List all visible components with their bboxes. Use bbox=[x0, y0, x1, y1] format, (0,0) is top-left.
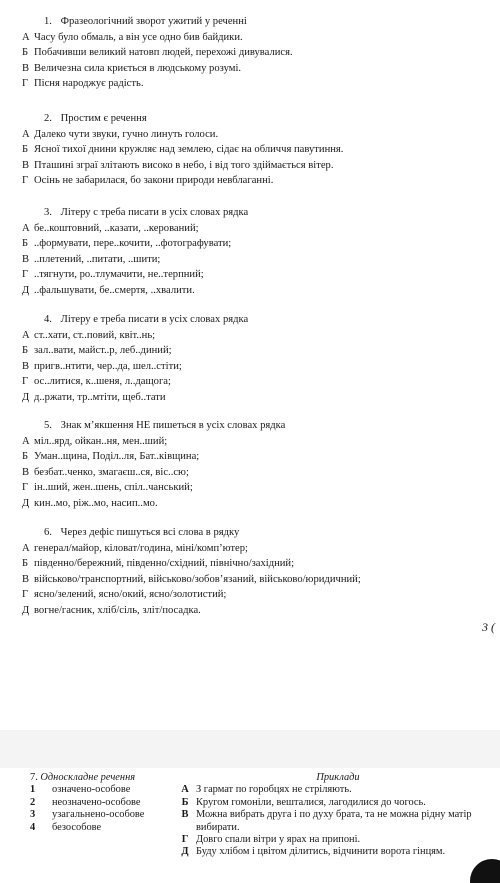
answer-option: Г ін..ший, жен..шень, спіл..чанський; bbox=[22, 482, 193, 494]
task7-title: 7. Односкладне речення bbox=[30, 772, 136, 783]
question-title: 2. Простим є речення bbox=[44, 113, 147, 124]
page-gap bbox=[0, 730, 500, 768]
sentence-type: 2 неозначено-особове bbox=[30, 796, 141, 808]
example-item: А З гармат по горобцях не стріляють. bbox=[181, 784, 352, 796]
question-4 bbox=[22, 312, 492, 406]
example-item: Г Довго спали вітри у ярах на припоні. bbox=[181, 834, 361, 846]
question-title: 3. Літеру с треба писати в усіх словах рядка bbox=[44, 207, 249, 218]
answer-option: А Часу було обмаль, а він усе одно бив байдики. bbox=[22, 31, 243, 43]
example-item: Д Буду хлібом і цвітом ділитись, відчинити ворота гінцям. bbox=[181, 846, 446, 858]
answer-option: В військово/транспортний, військово/зобов’язаний, військово/юридичний; bbox=[22, 573, 361, 585]
examples-title: Приклади bbox=[316, 772, 360, 783]
answer-option: А міл..ярд, ойкан..ня, мен..ший; bbox=[22, 435, 168, 447]
question-title: 5. Знак м’якшення НЕ пишеться в усіх словах рядка bbox=[44, 420, 286, 431]
answer-option: Д ..фальшувати, бе..смертя, ..хвалити. bbox=[22, 284, 195, 296]
question-2 bbox=[22, 111, 492, 189]
answer-option: А Далеко чути звуки, гучно линуть голоси. bbox=[22, 128, 219, 140]
sentence-type: 1 означено-особове bbox=[30, 784, 131, 796]
answer-option: Д вогне/гасник, хліб/сіль, зліт/посадка. bbox=[22, 604, 201, 616]
answer-option: В ..плетений, ..питати, ..шити; bbox=[22, 253, 161, 265]
answer-option: Б Уман..щина, Поділ..ля, Бат..ківщина; bbox=[22, 451, 200, 463]
answer-option: А бе..коштовний, ..казати, ..керований; bbox=[22, 222, 199, 234]
answer-option: Б зал..вати, майст..р, леб..диний; bbox=[22, 345, 172, 357]
answer-option: Г ..тягнути, ро..тлумачити, не..терпний; bbox=[22, 269, 204, 281]
answer-option: Д кин..мо, ріж..мо, насип..мо. bbox=[22, 497, 158, 509]
answer-option: Д д..ржати, тр..мтіти, щеб..тати bbox=[22, 391, 166, 403]
page-number-fragment: 3 ( bbox=[482, 620, 495, 634]
answer-option: А ст..хати, ст..повий, квіт..нь; bbox=[22, 329, 156, 341]
question-3 bbox=[22, 205, 492, 299]
question-1 bbox=[22, 14, 492, 92]
answer-option: Г Пісня народжує радість. bbox=[22, 78, 144, 90]
answer-option: Г ос..литися, к..шеня, л..дащога; bbox=[22, 376, 171, 388]
answer-option: Г ясно/зелений, ясно/окий, ясно/золотистий; bbox=[22, 589, 227, 601]
answer-option: В безбат..ченко, змагаєш..ся, віс..сю; bbox=[22, 466, 189, 478]
question-6 bbox=[22, 525, 492, 619]
question-title: 1. Фразеологічний зворот ужитий у реченні bbox=[44, 16, 247, 27]
task7-examples bbox=[174, 772, 492, 859]
page-corner-shadow bbox=[460, 857, 500, 883]
answer-option: В Величезна сила криється в людському розумі. bbox=[22, 62, 242, 74]
answer-option: В пригв..нтити, чер..да, шел..стіти; bbox=[22, 360, 182, 372]
answer-option: А генерал/майор, кіловат/година, міні/комп’ютер; bbox=[22, 542, 248, 554]
question-title: 4. Літеру е треба писати в усіх словах рядка bbox=[44, 314, 249, 325]
question-title: 6. Через дефіс пишуться всі слова в рядку bbox=[44, 527, 240, 538]
answer-option: Б ..формувати, пере..кочити, ..фотографувати; bbox=[22, 238, 232, 250]
test-page-lower bbox=[0, 768, 500, 883]
question-5 bbox=[22, 418, 492, 512]
answer-option: Б Ясної тихої днини кружляє над землею, сідає на обличчя павутиння. bbox=[22, 144, 344, 156]
answer-option: Б Побачивши великий натовп людей, перехожі дивувалися. bbox=[22, 47, 293, 59]
example-item: Б Кругом гомоніли, вешталися, лагодилися до чогось. bbox=[181, 796, 426, 808]
answer-option: В Пташині зграї злітають високо в небо, і від того здіймається вітер. bbox=[22, 159, 334, 171]
answer-option: Б південно/бережний, південно/східний, північно/західний; bbox=[22, 558, 295, 570]
sentence-type: 4 безособове bbox=[30, 821, 102, 833]
answer-option: Г Осінь не забарилася, бо закони природи невблаганні. bbox=[22, 175, 274, 187]
sentence-type: 3 узагальнено-особове bbox=[30, 809, 145, 821]
example-item: В Можна вибрать друга і по духу брата, та не можна рідну матір вибирати. bbox=[181, 809, 472, 833]
task7-types bbox=[30, 772, 190, 834]
